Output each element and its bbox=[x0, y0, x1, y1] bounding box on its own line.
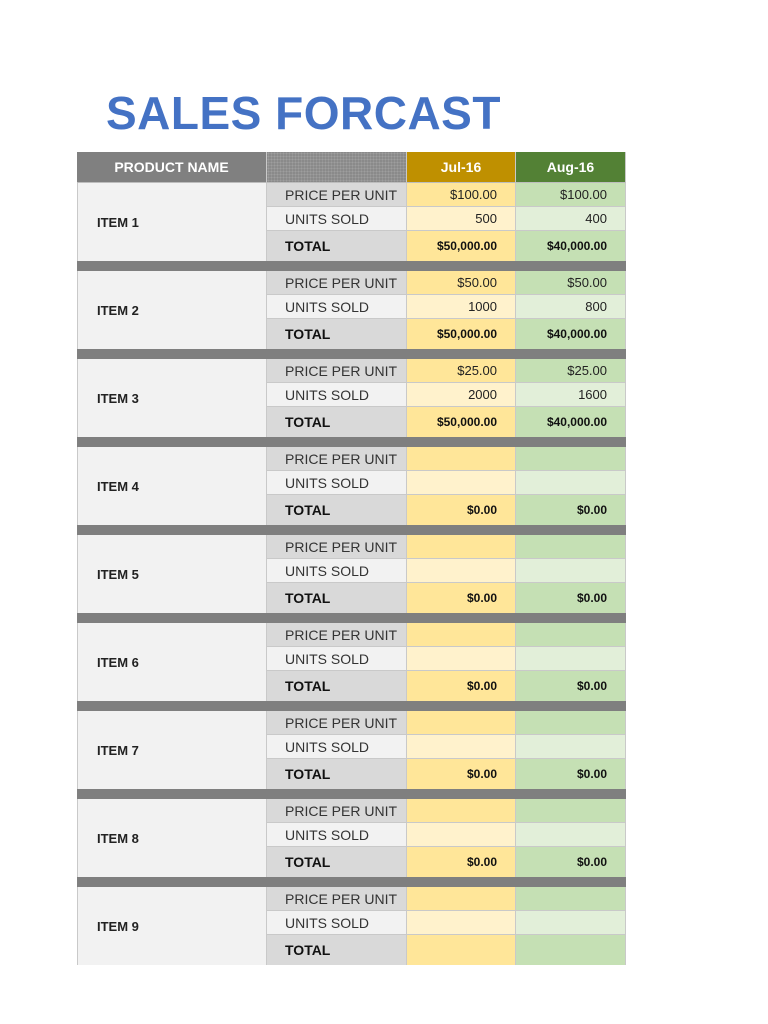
total-jul-cell[interactable]: $0.00 bbox=[407, 495, 516, 525]
price-per-unit-row bbox=[267, 271, 626, 295]
total-row bbox=[267, 319, 626, 349]
units-sold-label[interactable]: UNITS SOLD bbox=[267, 207, 407, 231]
units-jul-cell[interactable] bbox=[407, 911, 516, 935]
total-row bbox=[267, 671, 626, 701]
price-aug-cell[interactable]: $100.00 bbox=[516, 183, 626, 207]
units-aug-cell[interactable] bbox=[516, 735, 626, 759]
item-name[interactable]: ITEM 5 bbox=[77, 535, 267, 613]
price-per-unit-label[interactable]: PRICE PER UNIT bbox=[267, 535, 407, 559]
item-block bbox=[77, 359, 626, 437]
price-per-unit-label[interactable]: PRICE PER UNIT bbox=[267, 799, 407, 823]
price-per-unit-row bbox=[267, 359, 626, 383]
item-block bbox=[77, 535, 626, 613]
total-jul-cell[interactable]: $0.00 bbox=[407, 847, 516, 877]
sales-forecast-table bbox=[77, 152, 626, 958]
total-label[interactable]: TOTAL bbox=[267, 583, 407, 613]
total-label[interactable]: TOTAL bbox=[267, 319, 407, 349]
total-aug-cell[interactable]: $40,000.00 bbox=[516, 407, 626, 437]
price-per-unit-label[interactable]: PRICE PER UNIT bbox=[267, 271, 407, 295]
table-header-row bbox=[77, 152, 626, 183]
price-per-unit-row bbox=[267, 711, 626, 735]
price-jul-cell[interactable] bbox=[407, 711, 516, 735]
price-jul-cell[interactable]: $100.00 bbox=[407, 183, 516, 207]
item-block bbox=[77, 623, 626, 701]
price-aug-cell[interactable] bbox=[516, 623, 626, 647]
item-separator bbox=[77, 701, 626, 711]
units-sold-row bbox=[267, 911, 626, 935]
total-jul-cell[interactable]: $50,000.00 bbox=[407, 231, 516, 261]
price-jul-cell[interactable]: $50.00 bbox=[407, 271, 516, 295]
units-aug-cell[interactable] bbox=[516, 471, 626, 495]
total-row bbox=[267, 935, 626, 965]
total-label[interactable]: TOTAL bbox=[267, 407, 407, 437]
price-per-unit-row bbox=[267, 623, 626, 647]
item-name[interactable]: ITEM 3 bbox=[77, 359, 267, 437]
units-jul-cell[interactable]: 1000 bbox=[407, 295, 516, 319]
total-label[interactable]: TOTAL bbox=[267, 671, 407, 701]
item-list bbox=[77, 183, 626, 965]
total-jul-cell[interactable]: $0.00 bbox=[407, 671, 516, 701]
units-sold-row bbox=[267, 823, 626, 847]
units-jul-cell[interactable] bbox=[407, 823, 516, 847]
units-sold-label[interactable]: UNITS SOLD bbox=[267, 735, 407, 759]
item-block bbox=[77, 271, 626, 349]
price-aug-cell[interactable]: $25.00 bbox=[516, 359, 626, 383]
header-blank[interactable] bbox=[267, 152, 407, 183]
units-sold-row bbox=[267, 383, 626, 407]
item-block bbox=[77, 447, 626, 525]
item-block bbox=[77, 183, 626, 261]
header-product-name[interactable]: PRODUCT NAME bbox=[77, 152, 267, 183]
item-separator bbox=[77, 525, 626, 535]
item-name[interactable]: ITEM 9 bbox=[77, 887, 267, 965]
units-jul-cell[interactable]: 2000 bbox=[407, 383, 516, 407]
price-aug-cell[interactable] bbox=[516, 887, 626, 911]
units-sold-label[interactable]: UNITS SOLD bbox=[267, 911, 407, 935]
units-jul-cell[interactable] bbox=[407, 735, 516, 759]
price-per-unit-row bbox=[267, 887, 626, 911]
price-aug-cell[interactable] bbox=[516, 535, 626, 559]
total-jul-cell[interactable]: $0.00 bbox=[407, 759, 516, 789]
price-per-unit-row bbox=[267, 183, 626, 207]
price-jul-cell[interactable] bbox=[407, 535, 516, 559]
units-sold-row bbox=[267, 559, 626, 583]
total-jul-cell[interactable]: $50,000.00 bbox=[407, 319, 516, 349]
units-sold-row bbox=[267, 295, 626, 319]
units-sold-row bbox=[267, 471, 626, 495]
units-aug-cell[interactable] bbox=[516, 823, 626, 847]
item-separator bbox=[77, 789, 626, 799]
total-row bbox=[267, 407, 626, 437]
price-per-unit-label[interactable]: PRICE PER UNIT bbox=[267, 623, 407, 647]
item-separator bbox=[77, 349, 626, 359]
total-jul-cell[interactable] bbox=[407, 935, 516, 965]
header-month-aug[interactable]: Aug-16 bbox=[516, 152, 626, 183]
price-per-unit-label[interactable]: PRICE PER UNIT bbox=[267, 887, 407, 911]
item-name[interactable]: ITEM 4 bbox=[77, 447, 267, 525]
total-aug-cell[interactable]: $0.00 bbox=[516, 583, 626, 613]
units-aug-cell[interactable]: 1600 bbox=[516, 383, 626, 407]
total-row bbox=[267, 231, 626, 261]
total-aug-cell[interactable]: $40,000.00 bbox=[516, 319, 626, 349]
total-row bbox=[267, 759, 626, 789]
item-separator bbox=[77, 877, 626, 887]
price-per-unit-row bbox=[267, 447, 626, 471]
item-name[interactable]: ITEM 6 bbox=[77, 623, 267, 701]
units-sold-label[interactable]: UNITS SOLD bbox=[267, 559, 407, 583]
total-label[interactable]: TOTAL bbox=[267, 759, 407, 789]
price-jul-cell[interactable] bbox=[407, 447, 516, 471]
item-name[interactable]: ITEM 1 bbox=[77, 183, 267, 261]
units-aug-cell[interactable]: 400 bbox=[516, 207, 626, 231]
price-per-unit-row bbox=[267, 799, 626, 823]
units-jul-cell[interactable]: 500 bbox=[407, 207, 516, 231]
item-separator bbox=[77, 437, 626, 447]
total-label[interactable]: TOTAL bbox=[267, 231, 407, 261]
price-jul-cell[interactable] bbox=[407, 887, 516, 911]
total-jul-cell[interactable]: $50,000.00 bbox=[407, 407, 516, 437]
total-aug-cell[interactable]: $0.00 bbox=[516, 671, 626, 701]
units-sold-label[interactable]: UNITS SOLD bbox=[267, 471, 407, 495]
units-sold-row bbox=[267, 735, 626, 759]
price-aug-cell[interactable] bbox=[516, 799, 626, 823]
total-row bbox=[267, 495, 626, 525]
price-per-unit-label[interactable]: PRICE PER UNIT bbox=[267, 711, 407, 735]
item-separator bbox=[77, 261, 626, 271]
total-row bbox=[267, 583, 626, 613]
total-aug-cell[interactable]: $40,000.00 bbox=[516, 231, 626, 261]
price-aug-cell[interactable]: $50.00 bbox=[516, 271, 626, 295]
item-block bbox=[77, 711, 626, 789]
price-per-unit-label[interactable]: PRICE PER UNIT bbox=[267, 183, 407, 207]
item-name[interactable]: ITEM 2 bbox=[77, 271, 267, 349]
item-name[interactable]: ITEM 8 bbox=[77, 799, 267, 877]
units-jul-cell[interactable] bbox=[407, 647, 516, 671]
price-jul-cell[interactable] bbox=[407, 623, 516, 647]
total-aug-cell[interactable]: $0.00 bbox=[516, 759, 626, 789]
item-block bbox=[77, 799, 626, 877]
price-aug-cell[interactable] bbox=[516, 447, 626, 471]
units-aug-cell[interactable] bbox=[516, 559, 626, 583]
units-aug-cell[interactable] bbox=[516, 911, 626, 935]
total-label[interactable]: TOTAL bbox=[267, 935, 407, 965]
price-per-unit-label[interactable]: PRICE PER UNIT bbox=[267, 359, 407, 383]
units-sold-label[interactable]: UNITS SOLD bbox=[267, 647, 407, 671]
total-label[interactable]: TOTAL bbox=[267, 495, 407, 525]
price-aug-cell[interactable] bbox=[516, 711, 626, 735]
item-separator bbox=[77, 613, 626, 623]
item-name[interactable]: ITEM 7 bbox=[77, 711, 267, 789]
units-jul-cell[interactable] bbox=[407, 559, 516, 583]
units-sold-label[interactable]: UNITS SOLD bbox=[267, 383, 407, 407]
units-sold-label[interactable]: UNITS SOLD bbox=[267, 823, 407, 847]
units-sold-row bbox=[267, 647, 626, 671]
page-title: SALES FORCAST bbox=[106, 87, 501, 139]
header-month-jul[interactable]: Jul-16 bbox=[407, 152, 516, 183]
price-per-unit-label[interactable]: PRICE PER UNIT bbox=[267, 447, 407, 471]
total-label[interactable]: TOTAL bbox=[267, 847, 407, 877]
units-jul-cell[interactable] bbox=[407, 471, 516, 495]
total-aug-cell[interactable]: $0.00 bbox=[516, 847, 626, 877]
units-sold-label[interactable]: UNITS SOLD bbox=[267, 295, 407, 319]
total-jul-cell[interactable]: $0.00 bbox=[407, 583, 516, 613]
units-aug-cell[interactable] bbox=[516, 647, 626, 671]
total-aug-cell[interactable] bbox=[516, 935, 626, 965]
price-jul-cell[interactable]: $25.00 bbox=[407, 359, 516, 383]
price-per-unit-row bbox=[267, 535, 626, 559]
item-block bbox=[77, 887, 626, 965]
units-aug-cell[interactable]: 800 bbox=[516, 295, 626, 319]
units-sold-row bbox=[267, 207, 626, 231]
price-jul-cell[interactable] bbox=[407, 799, 516, 823]
total-row bbox=[267, 847, 626, 877]
total-aug-cell[interactable]: $0.00 bbox=[516, 495, 626, 525]
